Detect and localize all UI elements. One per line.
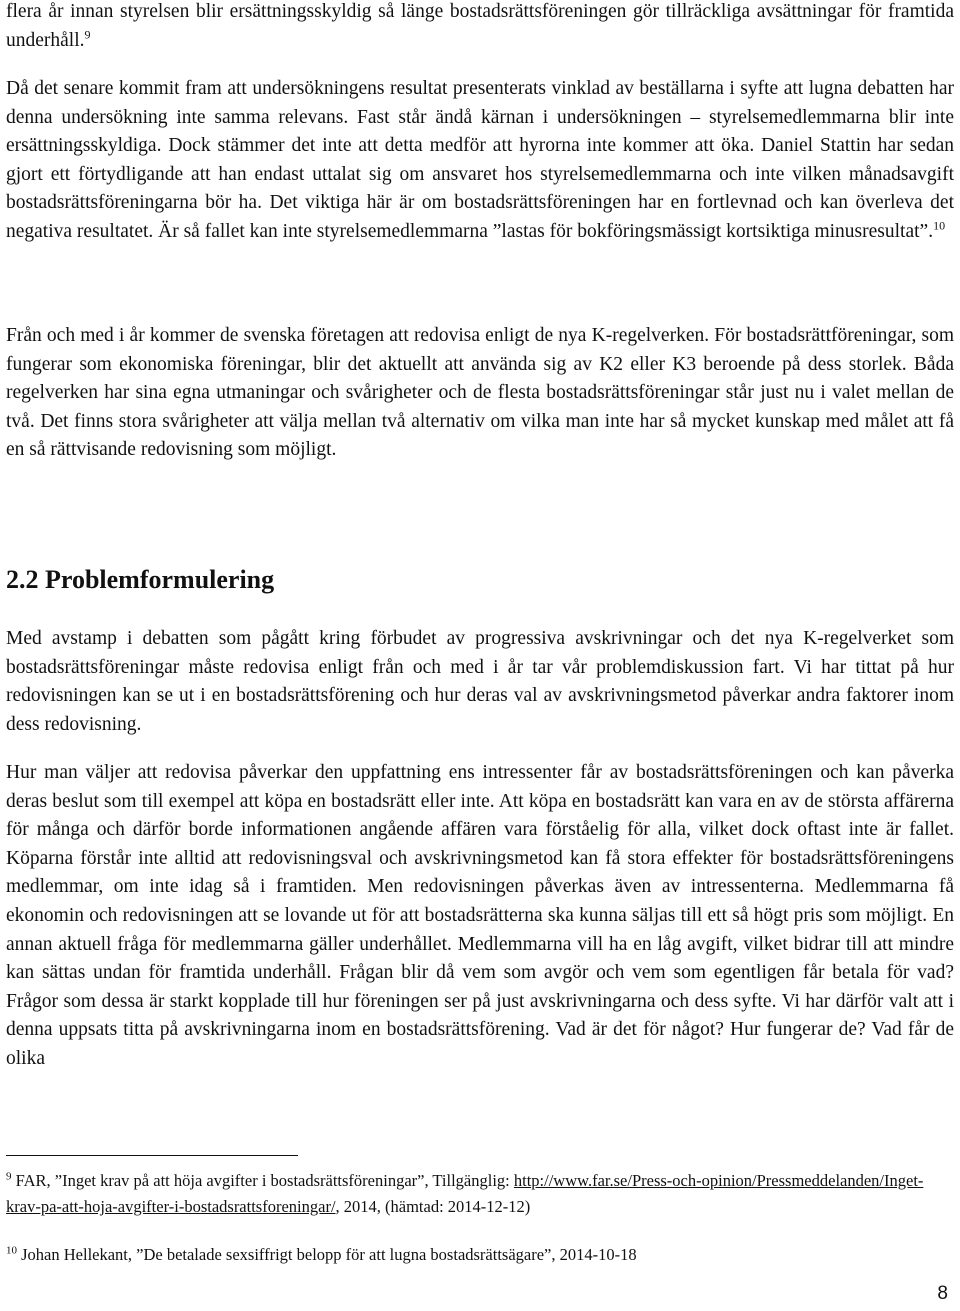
section-title: Problemformulering <box>45 565 275 594</box>
paragraph-2-text: Då det senare kommit fram att undersökningens resultat presenterats vinklad av beställarna i syfte att lugna debatten har denna undersökning inte samma relevans. Fast står ändå kärnan i undersökningen – styrelsemedlemmarna blir inte ersättningsskyldiga. Dock stämmer det inte att detta medför att hyrorna inte kommer att öka. Daniel Stattin har sedan gjort ett förtydligande att han endast uttalat sig om ansvaret hos styrelsemedlemmarna och inte vilken månadsavgift bostadsrättsföreningarna bör ha. Det viktiga här är om bostadsrättsföreningen har en fortlevnad och kan överleva det negativa resultatet. Är så fallet kan inte styrelsemedlemmarna ”lastas för bokföringsmässigt kortsiktiga minusresultat”. <box>6 78 954 242</box>
paragraph-3 <box>6 322 954 465</box>
paragraph-4-text: Med avstamp i debatten som pågått kring förbudet av progressiva avskrivningar och det nya K-regelverket som bostadsrättsföreningar måste redovisa enligt från och med i år tar vår problemdiskussion fart. Vi har tittat på hur redovisningen kan se ut i en bostadsrättsförening och hur deras val av avskrivningsmetod påverkar andra faktorer inom dess redovisning. <box>6 628 954 735</box>
footnote-9-text: FAR, ”Inget krav på att höja avgifter i bostadsrättsföreningar”, Tillgänglig: <box>15 1171 514 1190</box>
footnote-9 <box>6 1168 946 1220</box>
footnote-divider <box>6 1155 298 1156</box>
paragraph-4 <box>6 625 954 739</box>
footnote-9-link[interactable]: http://www.far.se/Press-och-opinion/Pressmeddelanden/Inget-krav-pa-att-hoja-avgifter-i-bostadsrattsforeningar/ <box>6 1171 924 1216</box>
paragraph-2 <box>6 75 954 247</box>
footnote-10-text: Johan Hellekant, ”De betalade sexsiffrigt belopp för att lugna bostadsrättsägare”, 2014-10-18 <box>21 1245 637 1264</box>
paragraph-5-text: Hur man väljer att redovisa påverkar den uppfattning ens intressenter får av bostadsrättsföreningen och kan påverka deras beslut som till exempel att köpa en bostadsrätt eller inte. Att köpa en bostadsrätt kan vara en av de största affärerna för många och därför borde informationen angående affären vara förståelig för alla, vilket dock oftast inte är fallet. Köparna förstår inte alltid att redovisningsval och avskrivningsmetod kan få stora effekter för bostadsrättsföreningens medlemmar, om inte idag så i framtiden. Men redovisningen påverkas även av intressenterna. Medlemmarna få ekonomin och redovisningen att se lovande ut för att bostadsrätterna ska kunna säljas till ett så högt pris som möjligt. En annan aktuell fråga för medlemmarna gäller underhållet. Medlemmarna vill ha en låg avgift, vilket bidrar till att mindre kan sättas undan för framtida underhåll. Frågan blir då vem som avgör och vem som egentligen får betala för vad? Frågor som dessa är starkt kopplade till hur föreningen ser på just avskrivningarna och dess syfte. Vi har därför valt att i denna uppsats titta på avskrivningarna inom en bostadsrättsförening. Vad är det för något? Hur fungerar de? Vad får de olika <box>6 762 954 1069</box>
footnote-10 <box>6 1242 946 1268</box>
page-number: 8 <box>937 1283 948 1304</box>
paragraph-1-text: flera år innan styrelsen blir ersättningsskyldig så länge bostadsrättsföreningen gör tillräckliga avsättningar för framtida underhåll. <box>6 1 954 51</box>
footnote-9-marker: 9 <box>6 1170 12 1183</box>
footnote-ref-9[interactable]: 9 <box>84 27 91 42</box>
footnote-10-marker: 10 <box>6 1244 17 1257</box>
footnote-ref-10[interactable]: 10 <box>933 218 946 233</box>
section-number: 2.2 <box>6 565 39 594</box>
paragraph-1 <box>6 0 954 55</box>
section-heading <box>6 563 274 597</box>
footnote-9-tail: , 2014, (hämtad: 2014-12-12) <box>335 1197 531 1216</box>
paragraph-3-text: Från och med i år kommer de svenska företagen att redovisa enligt de nya K-regelverken. För bostadsrättföreningar, som fungerar som ekonomiska föreningar, blir det aktuellt att använda sig av K2 eller K3 beroende på dess storlek. Båda regelverken har sina egna utmaningar och svårigheter och de flesta bostadsrättsföreningar står just nu i valet mellan de två. Det finns stora svårigheter att välja mellan två alternativ om vilka man inte har så mycket kunskap med målet att få en så rättvisande redovisning som möjligt. <box>6 325 954 461</box>
paragraph-5 <box>6 759 954 1074</box>
